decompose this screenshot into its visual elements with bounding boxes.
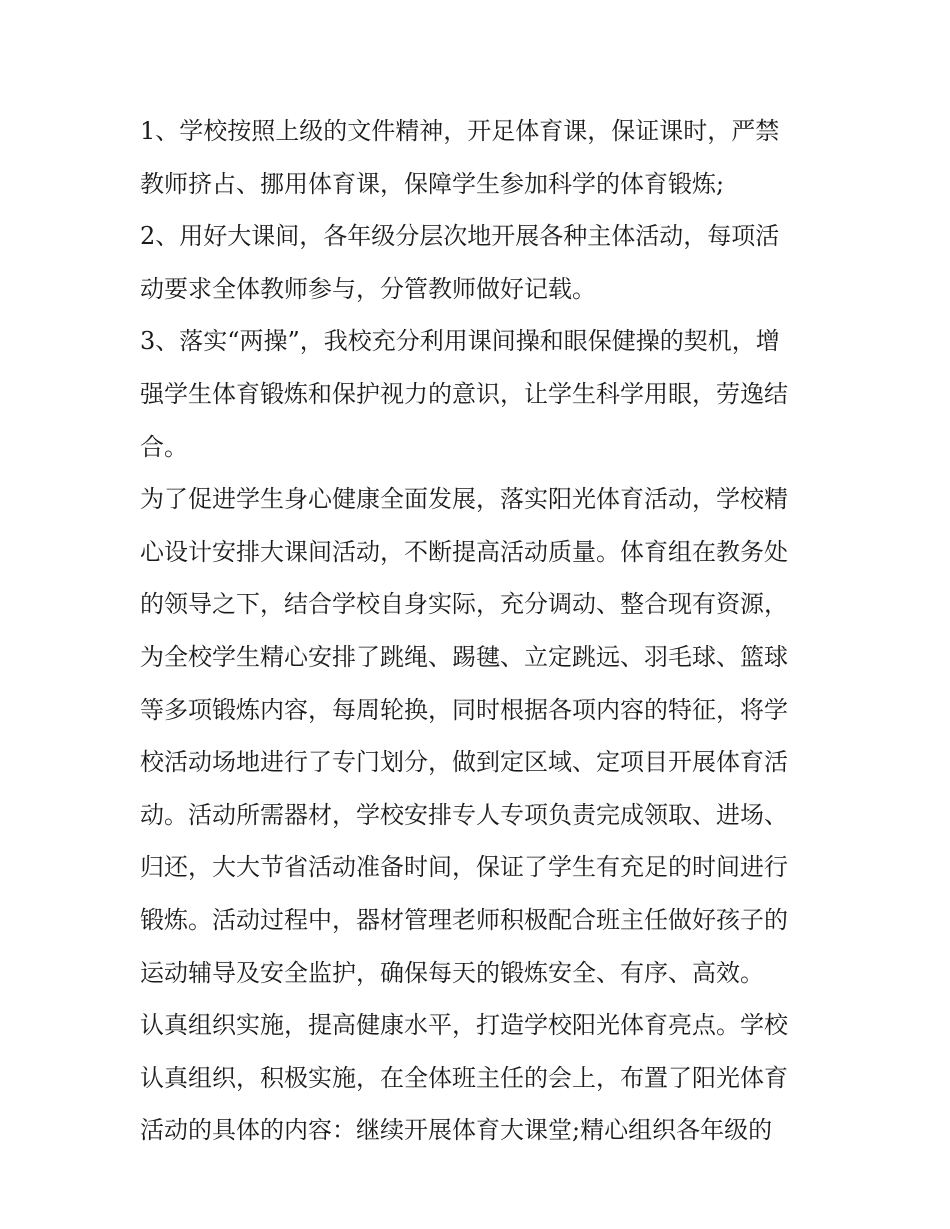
document-body xyxy=(140,105,820,1157)
text-line: 活动的具体的内容：继续开展体育大课堂;精心组织各年级的 xyxy=(140,1116,773,1145)
text-line: 等多项锻炼内容，每周轮换，同时根据各项内容的特征，将学 xyxy=(140,695,788,724)
text-line: 认真组织实施，提高健康水平，打造学校阳光体育亮点。学校 xyxy=(140,1011,788,1040)
text-line: 心设计安排大课间活动，不断提高活动质量。体育组在教务处 xyxy=(140,537,788,566)
text-line: 认真组织，积极实施，在全体班主任的会上，布置了阳光体育 xyxy=(140,1063,788,1092)
text-line: 归还，大大节省活动准备时间，保证了学生有充足的时间进行 xyxy=(140,853,788,882)
text-line: 动。活动所需器材，学校安排专人专项负责完成领取、进场、 xyxy=(140,800,788,829)
text-line: 1、学校按照上级的文件精神，开足体育课，保证课时，严禁 xyxy=(140,117,780,145)
text-line: 为了促进学生身心健康全面发展，落实阳光体育活动，学校精 xyxy=(140,485,788,514)
text-line: 的领导之下，结合学校自身实际，充分调动、整合现有资源， xyxy=(140,590,788,619)
text-line: 3、落实“两操”，我校充分利用课间操和眼保健操的契机，增 xyxy=(140,327,780,356)
text-line: 动要求全体教师参与，分管教师做好记载。 xyxy=(140,274,596,303)
text-line: 锻炼。活动过程中，器材管理老师积极配合班主任做好孩子的 xyxy=(140,905,788,934)
text-line: 2、用好大课间，各年级分层次地开展各种主体活动，每项活 xyxy=(140,222,780,251)
text-line: 运动辅导及安全监护，确保每天的锻炼安全、有序、高效。 xyxy=(140,958,764,987)
text-line: 校活动场地进行了专门划分，做到定区域、定项目开展体育活 xyxy=(140,748,788,777)
text-line: 为全校学生精心安排了跳绳、踢毽、立定跳远、羽毛球、篮球 xyxy=(140,642,788,671)
text-line: 教师挤占、挪用体育课，保障学生参加科学的体育锻炼; xyxy=(140,169,725,198)
text-line: 强学生体育锻炼和保护视力的意识，让学生科学用眼，劳逸结 xyxy=(140,379,788,408)
text-line: 合。 xyxy=(140,432,188,461)
